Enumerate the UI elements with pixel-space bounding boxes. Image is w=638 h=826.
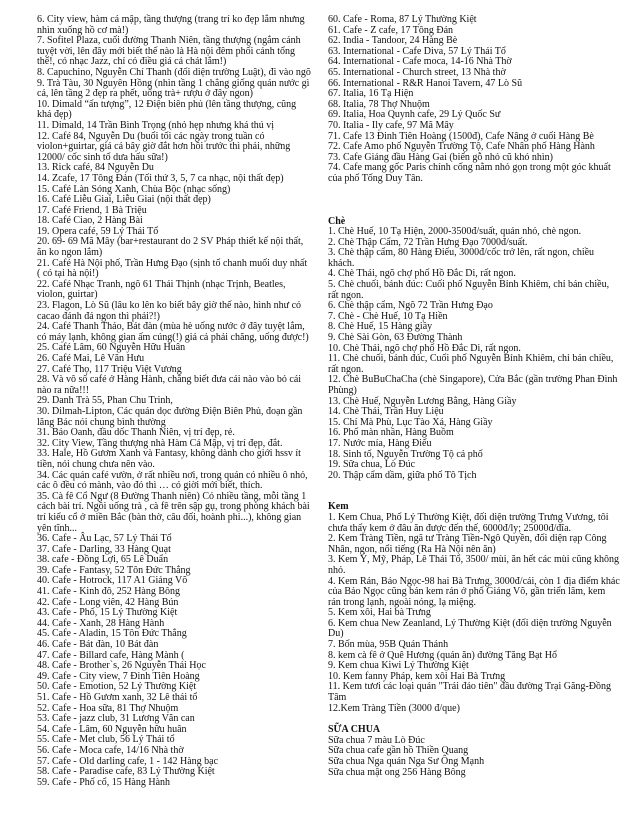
list-item: 46. Cafe - Bát đàn, 10 Bát đàn: [37, 639, 159, 651]
list-item: 66. International - R&R Hanoi Tavern, 47 Lò Sũ: [328, 77, 523, 89]
list-item: 57. Cafe - Old darling cafe, 1 - 142 Hàng bạc: [37, 755, 219, 767]
list-item: 21. Café Hà Nội phố, Trần Hưng Đạo (sịnh tố chanh muối duy nhất ( có tại hà nội!): [37, 257, 308, 280]
section-heading-kem: Kem: [328, 501, 349, 513]
list-item: 12.Kem Tràng Tiền (3000 đ/que): [328, 702, 460, 714]
list-item: 64. International - Cafe moca, 14-16 Nhà Thờ: [328, 56, 512, 68]
list-item: 30. Dilmah-Lipton, Các quán dọc đường Điện Biên Phủ, đoạn gần lăng Bác nói chung bình thường: [37, 405, 303, 428]
list-item: 48. Cafe - Brother`s, 26 Nguyễn Thái Học: [37, 660, 206, 672]
list-item: 4. Chè Thái, ngõ chợ phố Hồ Đắc Di, rất ngon.: [328, 268, 516, 280]
list-item: 7. Chè - Chè Huế, 10 Tạ Hiền: [328, 310, 448, 322]
list-item: 14. Chè Thái, Trần Huy Liệu: [328, 406, 444, 418]
list-item: Sữa chua Nga quán Nga Sư Ông Mạnh: [328, 756, 485, 767]
list-item: 18. Sinh tố, Nguyễn Trường Tộ cả phố: [328, 448, 483, 460]
list-item: 7. Bốn mùa, 95B Quán Thánh: [328, 639, 449, 651]
list-item: 8. Chè Huế, 15 Hàng giầy: [328, 321, 433, 333]
list-item: 62. India - Tandoor, 24 Hàng Bè: [328, 35, 458, 47]
che-list: [328, 227, 620, 481]
list-item: 3. Chè thập cẩm, 80 Hàng Điếu, 3000đ/cốc trở lên, rất ngon, chiều khách.: [328, 247, 595, 269]
list-item: 2. Chè Thập Cẩm, 72 Trần Hưng Đạo 7000đ/suất.: [328, 236, 528, 248]
sua-chua-list: [328, 736, 620, 778]
list-item: 9. Kem chua Kiwi Lý Thường Kiệt: [328, 660, 469, 672]
list-item: 8. kem cà fê ở Quê Hương (quán ăn) đường Tăng Bạt Hổ: [328, 649, 557, 661]
list-item: 27. Café Thọ, 117 Triệu Việt Vương: [37, 363, 182, 375]
list-item: 11. Dimald, 14 Trần Bình Trọng (nhỏ hẹp nhưng khá thú vị: [37, 119, 275, 131]
list-item: 47. Cafe - Billard cafe, Hàng Mành (: [37, 649, 185, 661]
list-item: 15. Café Làn Sóng Xanh, Chùa Bộc (nhạc sống): [37, 183, 231, 195]
list-item: 17. Nước mía, Hàng Điếu: [328, 437, 432, 449]
list-item: 45. Cafe - Aladin, 15 Tôn Đức Thắng: [37, 628, 187, 640]
list-item: 72. Cafe Amo phố Nguyễn Trường Tộ, Cafe Nhân phố Hàng Hành: [328, 141, 595, 153]
list-item: 8. Capuchino, Nguyễn Chí Thanh (đối diện trường Luật), đi vào ngõ: [37, 66, 311, 78]
list-item: 35. Cà fê Cổ Ngư (8 Đường Thanh niên) Có nhiều tầng, mỗi tầng 1 cách bài trí. Ngồi uống trà , cà fê trên sập gụ, trong phòng khách bài trí kiểu cổ ở miền Bắc (bàn thờ, câu đối, hoành phi...), không gian yên tĩnh...: [37, 490, 310, 534]
list-item: 56. Cafe - Moca cafe, 14/16 Nhà thờ: [37, 744, 184, 756]
list-item: 14. Zcafe, 17 Tông Đản (Tối thứ 3, 5, 7 ca nhạc, nội thất đẹp): [37, 172, 284, 184]
list-item: 1. Kem Chua, Phố Lý Thường Kiệt, đối diện trường Trưng Vương, tôi chưa thấy kem ở đâu ăn được đến thế, 6000đ/ly; 25000đ/đĩa.: [328, 511, 609, 534]
list-item: 17. Café Friend, 1 Bà Triệu: [37, 204, 147, 216]
list-item: 71. Cafe 13 Đinh Tiên Hoàng (1500đ), Cafe Nâng ở cuối Hàng Bè: [328, 130, 594, 142]
list-item: 26. Café Mai, Lê Văn Hưu: [37, 353, 145, 364]
list-item: 73. Cafe Giảng đầu Hàng Gai (biển gỗ nhỏ cũ khó nhìn): [328, 151, 553, 163]
list-item: 55. Cafe - Met club, 56 Lý Thái tổ: [37, 734, 175, 746]
list-item: 36. Cafe - Âu Lạc, 57 Lý Thái Tổ: [37, 533, 172, 545]
list-item: 25. Café Lâm, 60 Nguyễn Hữu Huân: [37, 342, 186, 354]
list-item: Sữa chua cafe gần hồ Thiền Quang: [328, 745, 469, 757]
list-item: 18. Café Ciao, 2 Hàng Bài: [37, 215, 143, 227]
list-item: 33. Hale, Hồ Gươm Xanh và Fantasy, không dành cho giới hssv ít tiền, nói chung chưa nên vào.: [37, 448, 301, 470]
kem-list: [328, 513, 620, 714]
list-item: 58. Cafe - Paradise cafe, 83 Lý Thường Kiệt: [37, 766, 215, 778]
list-item: 59. Cafe - Phố cổ, 15 Hàng Hành: [37, 776, 171, 788]
list-item: 13. Chè Huế, Nguyễn Lương Bằng, Hàng Giầy: [328, 395, 517, 407]
list-item: 1. Chè Huế, 10 Tạ Hiện, 2000-3500đ/suất, quán nhỏ, chè ngon.: [328, 226, 582, 238]
left-column: [37, 15, 311, 788]
list-item: 19. Opera café, 59 Lý Thái Tổ: [37, 225, 159, 237]
list-item: 16. Café Liễu Giai, Liễu Giai (nội thất đẹp): [37, 194, 211, 206]
list-item: 69. Italia, Hoa Quynh cafe, 29 Lý Quốc Sư: [328, 109, 501, 121]
list-item: 40. Cafe - Hotrock, 117 A1 Giảng Võ: [37, 575, 188, 587]
list-item: 12. Café 84, Nguyễn Du (buổi tối các ngày trong tuần có violon+guirtar, giá cả bây giờ đắt hơn hồi trước thì phải, những 12000/ cốc sinh tố dưa hấu sữa!): [37, 130, 291, 163]
list-item: 10. Chè Thái, ngõ chợ phố Hồ Đắc Di, rất ngon.: [328, 342, 521, 354]
list-item: 65. International - Church street, 13 Nhà thờ: [328, 66, 506, 78]
list-item: 51. Cafe - Hồ Gươm xanh, 32 Lê thái tổ: [37, 692, 198, 703]
list-item: 23. Flagon, Lò Sũ (lâu ko lên ko biết bây giờ thế nào, hình như có cacao đánh đá ngon thì phải?!): [37, 300, 302, 322]
list-item: 20. Thập cẩm dầm, giữa phố Tô Tịch: [328, 469, 477, 481]
list-item: 6. Kem chua New Zeanland, Lý Thường Kiệt (đối diện trường Nguyễn Du): [328, 617, 612, 640]
list-item: 50. Cafe - Emotion, 52 Lý Thường Kiệt: [37, 681, 197, 693]
list-item: 10. Kem fanny Pháp, kem xôi Hai Bà Trưng: [328, 670, 506, 682]
list-item: 34. Các quán café vườn, ở rất nhiều nơi, trong quán có nhiều ô nhỏ, các ô đều có mành, vào đó thì … có giời mới biết, thích.: [37, 469, 308, 492]
list-item: 53. Cafe - jazz club, 31 Lương Văn can: [37, 713, 195, 725]
section-heading-che: Chè: [328, 215, 346, 227]
list-item: 70. Italia - Ily cafe, 97 Mã Mây: [328, 119, 454, 131]
list-item: 31. Bảo Oanh, đầu dốc Thanh Niên, vị trí đẹp, rẻ.: [37, 427, 235, 439]
list-item: 20. 69- 69 Mã Mây (bar+restaurant do 2 SV Pháp thiết kế nội thất, ăn ko ngon lắm): [37, 236, 304, 259]
list-item: 2. Kem Tràng Tiền, ngã tư Tràng Tiền-Ngô Quyền, đối diện rạp Công Nhân, ngon, nổi tiếng (Ra Hà Nội nên ăn): [328, 533, 607, 555]
list-item: 44. Cafe - Xanh, 28 Hàng Hành: [37, 617, 165, 629]
list-item: 6. Chè thập cẩm, Ngõ 72 Trần Hưng Đạo: [328, 300, 493, 312]
list-item: 9. Chè Sài Gòn, 63 Đường Thành: [328, 332, 463, 344]
list-item: 9. Trà Tàu, 30 Nguyên Hồng (nhìn tầng 1 chẳng giống quán nước gì cả, lên tầng 2 đẹp ra phết, uống trà+ rượu ở đây ngon): [37, 77, 310, 100]
list-item: 11. Chè chuối, bánh đúc, Cuối phố Nguyễn Bỉnh Khiêm, chỉ bán chiều, rất ngon.: [328, 353, 614, 375]
list-item: 41. Cafe - Kinh đô, 252 Hàng Bông: [37, 586, 181, 598]
list-item: Sữa chua mật ong 256 Hàng Bông: [328, 766, 466, 778]
list-item: 67. Italia, 16 Tạ Hiện: [328, 88, 414, 100]
list-item: 11. Kem tươi các loại quán "Trái đảo tiên" đầu đường Trại Găng-Đồng Tâm: [328, 681, 611, 704]
list-item: 49. Cafe - City view, 7 Đinh Tiên Hoàng: [37, 670, 200, 682]
list-item: 5. Kem xôi, Hai bà Trưng: [328, 607, 431, 619]
section-heading-sua-chua: SỮA CHUA: [328, 724, 381, 736]
list-item: 74. Cafe mang gốc Paris chính cống nằm nhỏ gọn trong một góc khuất của phố Tống Duy Tân.: [328, 162, 611, 184]
list-item: 4. Kem Rán, Bảo Ngọc-98 hai Bà Trưng, 3000đ/cái, còn 1 địa điểm khác của Bảo Ngọc cũng bán kem rán ở phố Giảng Võ, gần triển lãm, kem rán trong lạnh, ngoài nóng, lạ miệng.: [328, 575, 620, 608]
list-item: 37. Cafe - Darling, 33 Hàng Quạt: [37, 543, 171, 555]
list-item: 19. Sữa chua, Lò Đúc: [328, 459, 416, 471]
list-item: 16. Phố màn nhần, Hàng Buồm: [328, 427, 454, 439]
list-item: 39. Cafe - Fantasy, 52 Tôn Đức Thắng: [37, 564, 191, 576]
list-item: 43. Cafe - Phố, 15 Lý Thường Kiệt: [37, 607, 178, 619]
list-item: 28. Và vô số café ở Hàng Hành, chẳng biết đưa cái nào vào bỏ cái nào ra nữa!!!: [37, 374, 302, 396]
list-item: 6. City view, hàm cá mập, tầng thượng (trang trí ko đẹp lắm nhưng nhìn xuống hồ cơ mà!): [37, 14, 305, 36]
list-item: 29. Danh Trà 55, Phan Chu Trinh,: [37, 395, 173, 407]
right-column: [328, 15, 620, 778]
cafe-list-part-2: [328, 15, 620, 185]
list-item: 54. Cafe - Lâm, 60 Nguyễn hữu huân: [37, 723, 187, 735]
list-item: 24. Café Thanh Thảo, Bát đàn (mùa hè uống nước ở đây tuyệt lắm, có máy lạnh, không gian ấm cúng(!) giá cả phải chăng, uống được!): [37, 321, 309, 343]
list-item: 52. Cafe - Hoa sữa, 81 Thợ Nhuộm: [37, 702, 179, 714]
list-item: 15. Chí Mà Phù, Lục Tào Xá, Hàng Giầy: [328, 416, 493, 428]
list-item: 10. Dimald “ấn tượng”, 12 Điện biên phủ (lên tầng thượng, cũng khá đẹp): [37, 98, 297, 121]
list-item: 61. Cafe - Z cafe, 17 Tông Đản: [328, 24, 454, 36]
list-item: 60. Cafe - Roma, 87 Lý Thường Kiệt: [328, 14, 477, 25]
list-item: 3. Kem Ý, Mỹ, Pháp, Lê Thái Tổ, 3500/ mùi, ăn hết các mùi cũng không nhỏ.: [328, 554, 619, 576]
list-item: 5. Chè chuối, bánh đúc: Cuối phố Nguyễn Bỉnh Khiêm, chỉ bán chiều, rất ngon.: [328, 279, 610, 301]
list-item: 32. City View, Tầng thượng nhà Hàm Cá Mập, vị trí đẹp, đắt.: [37, 437, 283, 449]
list-item: 13. Rick café, 84 Nguyễn Du: [37, 162, 154, 174]
list-item: 68. Italia, 78 Thợ Nhuộm: [328, 98, 430, 110]
list-item: 42. Cafe - Long viên, 42 Hàng Bún: [37, 596, 179, 608]
list-item: 12. Chè BuBuChaCha (chè Singapore), Cửa Bắc (gần trường Phan Đình Phùng): [328, 374, 618, 396]
list-item: 38. cafe - Đồng Lợi, 65 Lê Duẩn: [37, 554, 169, 566]
list-item: 63. International - Cafe Diva, 57 Lý Thái Tổ: [328, 45, 506, 57]
cafe-list-part-1: [37, 15, 311, 788]
list-item: 7. Sofitel Plaza, cuối đường Thanh Niên, tầng thượng (ngắm cảnh tuyệt vời, lên đây mới biết thế nào là Hà nội đêm phối cảnh tổng thể!, có nhạc Jazz, chỉ có điều giá cả chát lắm!): [37, 35, 301, 68]
list-item: Sữa chua 7 màu Lò Đúc: [328, 734, 425, 746]
list-item: 22. Café Nhạc Tranh, ngõ 61 Thái Thịnh (nhạc Trịnh, Beatles, violon, guirtar): [37, 278, 286, 301]
